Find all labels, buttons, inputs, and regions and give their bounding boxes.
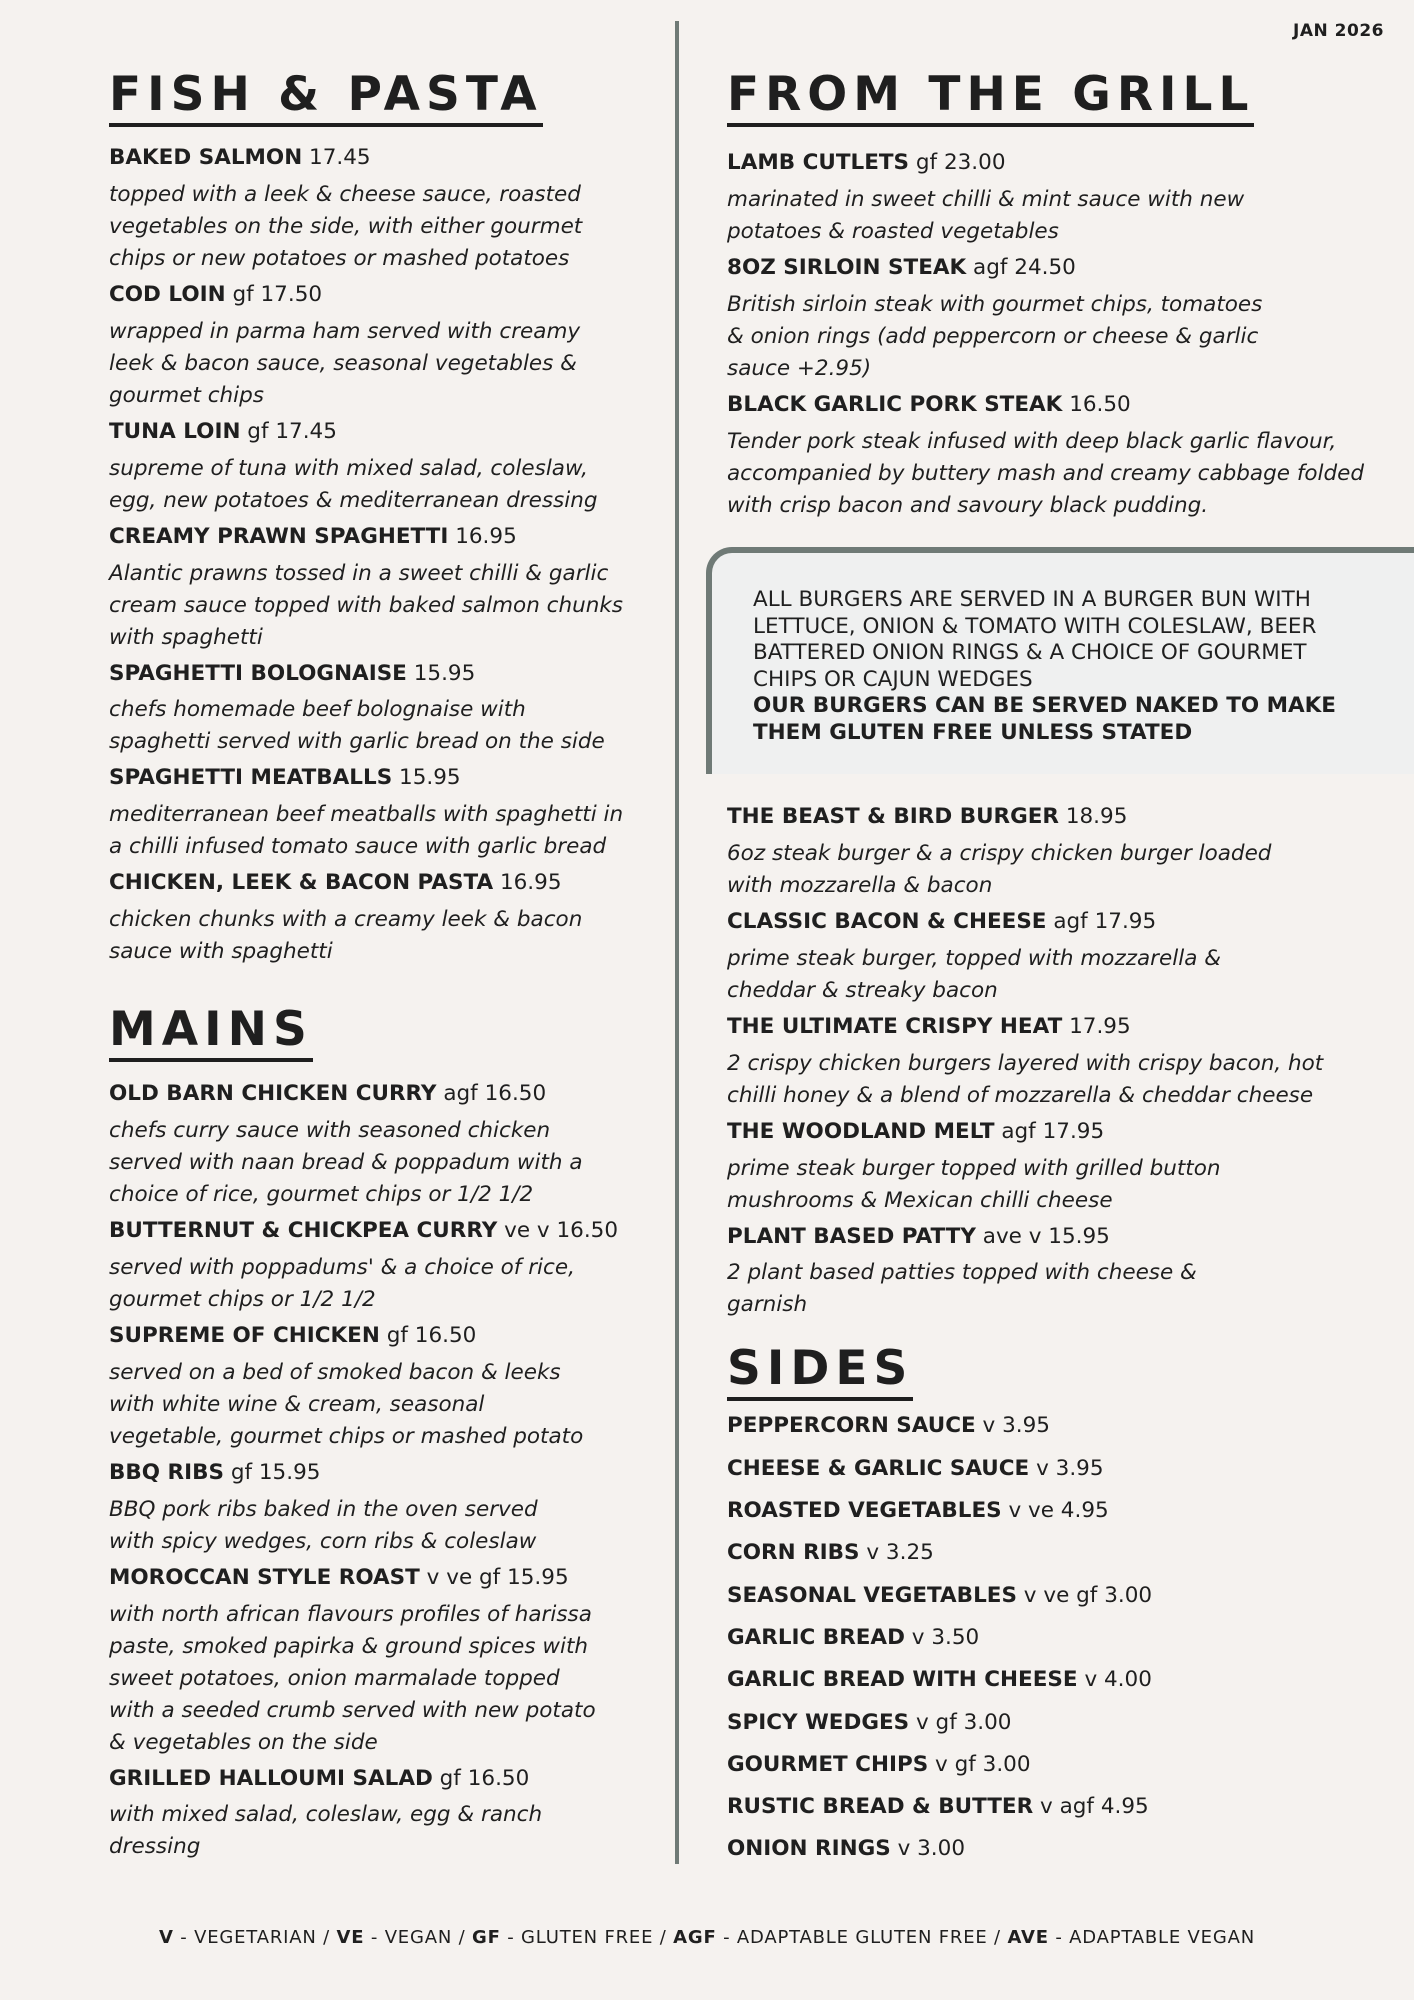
- side-item-price: v 3.95: [982, 1413, 1050, 1439]
- burger-gluten-line: THEM GLUTEN FREE UNLESS STATED: [753, 719, 1193, 745]
- side-item: [727, 1448, 1395, 1490]
- menu-item-description: [727, 1153, 1395, 1217]
- menu-item-description-line: sweet potatoes, onion marmalade topped: [109, 1665, 560, 1691]
- menu-item-price: 16.50: [467, 1765, 530, 1791]
- menu-item: [109, 145, 654, 275]
- menu-item: [727, 150, 1395, 248]
- menu-item-dietary-tags: gf: [230, 1459, 253, 1485]
- menu-item-description-line: with north african flavours profiles of harissa: [109, 1601, 592, 1627]
- menu-item-description-line: chefs curry sauce with seasoned chicken: [109, 1118, 551, 1144]
- menu-item-heading: [727, 804, 1395, 831]
- side-item-price: v 3.95: [1036, 1455, 1104, 1481]
- menu-item-heading: [109, 524, 654, 551]
- menu-item-heading: [109, 870, 654, 897]
- side-item-price: v gf 3.00: [935, 1751, 1031, 1777]
- menu-item-heading: [727, 255, 1395, 282]
- side-item-price: v 4.00: [1084, 1667, 1152, 1693]
- burger-info-line: CHIPS OR CAJUN WEDGES: [753, 666, 1033, 692]
- menu-item-description-line: prime steak burger topped with grilled button: [727, 1155, 1221, 1181]
- menu-item-description-line: cheddar & streaky bacon: [727, 977, 998, 1003]
- legend-code: GF: [472, 1927, 501, 1948]
- menu-item-name: THE BEAST & BIRD BURGER: [727, 804, 1059, 829]
- menu-item-description-line: prime steak burger, topped with mozzarella &: [727, 945, 1221, 971]
- menu-item-description-line: sauce with spaghetti: [109, 939, 333, 965]
- menu-item-description: [109, 1357, 654, 1453]
- menu-item: [109, 419, 654, 517]
- menu-item-heading: [109, 1218, 654, 1245]
- menu-item-description: [727, 289, 1395, 385]
- menu-item-description-line: 2 crispy chicken burgers layered with crispy bacon, hot: [727, 1050, 1324, 1076]
- menu-item-price: 16.50: [414, 1322, 477, 1348]
- side-item: [727, 1617, 1395, 1659]
- side-item-price: v ve 4.95: [1008, 1498, 1109, 1524]
- dietary-legend: [0, 1927, 1414, 1948]
- side-item: [727, 1405, 1395, 1447]
- side-item: [727, 1744, 1395, 1786]
- menu-item-price: 18.95: [1065, 804, 1128, 829]
- side-item-name: GOURMET CHIPS: [727, 1751, 929, 1777]
- menu-item-description-line: 6oz steak burger & a crispy chicken burger loaded: [727, 840, 1272, 866]
- menu-item-heading: [727, 1014, 1395, 1041]
- menu-item-name: BUTTERNUT & CHICKPEA CURRY: [109, 1218, 498, 1244]
- menu-item-description: [109, 799, 654, 863]
- menu-item-price: 17.45: [309, 145, 371, 171]
- menu-item-description-line: supreme of tuna with mixed salad, coleslaw,: [109, 455, 589, 481]
- side-item: [727, 1702, 1395, 1744]
- menu-item-description: [109, 694, 654, 758]
- menu-item-heading: [109, 419, 654, 446]
- side-item-name: ROASTED VEGETABLES: [727, 1498, 1002, 1524]
- menu-item-price: 16.95: [455, 523, 517, 549]
- menu-item-price: 15.95: [1048, 1223, 1110, 1249]
- side-item: [727, 1786, 1395, 1828]
- menu-item: [727, 1119, 1395, 1217]
- menu-item-description-line: served on a bed of smoked bacon & leeks: [109, 1359, 561, 1385]
- menu-item-price: 17.95: [1069, 1013, 1131, 1039]
- side-item-price: v gf 3.00: [916, 1709, 1012, 1735]
- menu-item-dietary-tags: ve v: [504, 1218, 550, 1244]
- menu-item-dietary-tags: gf: [247, 418, 269, 444]
- menu-item-description-line: gourmet chips: [109, 382, 264, 408]
- menu-item: [727, 804, 1395, 902]
- menu-item: [109, 1323, 654, 1453]
- menu-item-description-line: mushrooms & Mexican chilli cheese: [727, 1187, 1113, 1213]
- side-item-name: GARLIC BREAD: [727, 1624, 905, 1650]
- menu-item-description: [727, 184, 1395, 248]
- side-item-name: GARLIC BREAD WITH CHEESE: [727, 1667, 1078, 1693]
- menu-item: [109, 1460, 654, 1558]
- left-column: [109, 68, 654, 1870]
- menu-item-name: SUPREME OF CHICKEN: [109, 1322, 380, 1348]
- menu-item-name: BLACK GARLIC PORK STEAK: [727, 391, 1063, 417]
- menu-item-description-line: chilli honey & a blend of mozzarella & cheddar cheese: [727, 1082, 1314, 1108]
- menu-item-heading: [109, 1565, 654, 1592]
- menu-item-description-line: Tender pork steak infused with deep black garlic flavour,: [727, 428, 1337, 454]
- menu-item-price: 15.95: [507, 1564, 569, 1590]
- menu-item-description: [109, 453, 654, 517]
- menu-item-description-line: chips or new potatoes or mashed potatoes: [109, 245, 570, 271]
- mains-list: [109, 1081, 654, 1863]
- section-title-sides: SIDES: [727, 1342, 913, 1401]
- burger-info-line: ALL BURGERS ARE SERVED IN A BURGER BUN WITH: [753, 587, 1311, 612]
- side-item-price: v ve gf 3.00: [1023, 1582, 1153, 1608]
- grill-list: [727, 150, 1395, 522]
- menu-item: [727, 1224, 1395, 1322]
- side-item-name: SPICY WEDGES: [727, 1709, 910, 1735]
- menu-item-dietary-tags: gf: [386, 1322, 408, 1348]
- menu-item-heading: [109, 1766, 654, 1793]
- menu-item: [727, 255, 1395, 385]
- menu-item-description-line: potatoes & roasted vegetables: [727, 218, 1059, 244]
- menu-item-name: CLASSIC BACON & CHEESE: [727, 908, 1047, 934]
- burger-info-line: BATTERED ONION RINGS & A CHOICE OF GOURMET: [753, 640, 1307, 665]
- menu-item-name: THE ULTIMATE CRISPY HEAT: [727, 1013, 1063, 1039]
- menu-item-description-line: vegetables on the side, with either gourmet: [109, 213, 583, 239]
- menu-item-description: [109, 1799, 654, 1863]
- menu-item-description-line: wrapped in parma ham served with creamy: [109, 318, 581, 344]
- right-column: [727, 68, 1395, 529]
- menu-item-dietary-tags: ave v: [982, 1223, 1042, 1249]
- menu-item-description-line: with crisp bacon and savoury black pudding.: [727, 492, 1209, 518]
- menu-item-heading: [727, 1119, 1395, 1146]
- menu-item: [727, 1014, 1395, 1112]
- side-item-name: ONION RINGS: [727, 1836, 891, 1862]
- legend-code: AGF: [673, 1927, 717, 1948]
- menu-item-heading: [109, 145, 654, 172]
- menu-item-heading: [727, 909, 1395, 936]
- menu-item-description: [727, 1048, 1395, 1112]
- menu-item: [109, 1766, 654, 1864]
- menu-item-heading: [727, 150, 1395, 177]
- side-item: [727, 1575, 1395, 1617]
- menu-item-description-line: with mozzarella & bacon: [727, 872, 993, 898]
- menu-item-name: SPAGHETTI MEATBALLS: [109, 765, 393, 791]
- menu-item-name: CHICKEN, LEEK & BACON PASTA: [109, 870, 494, 896]
- menu-item: [109, 765, 654, 863]
- menu-item-description-line: garnish: [727, 1292, 808, 1318]
- menu-item-name: 8OZ SIRLOIN STEAK: [727, 254, 967, 280]
- menu-item-description-line: Alantic prawns tossed in a sweet chilli & garlic: [109, 560, 609, 586]
- menu-item-heading: [109, 282, 654, 309]
- side-item-name: SEASONAL VEGETABLES: [727, 1582, 1017, 1608]
- menu-item-price: 15.95: [399, 765, 461, 791]
- menu-item-heading: [109, 661, 654, 688]
- side-item: [727, 1828, 1395, 1870]
- menu-item-name: TUNA LOIN: [109, 418, 241, 444]
- side-item-price: v agf 4.95: [1040, 1794, 1149, 1820]
- burger-info-text: [753, 587, 1384, 693]
- menu-item-dietary-tags: agf: [973, 254, 1008, 280]
- menu-item-description-line: with spaghetti: [109, 624, 263, 650]
- menu-item-price: 17.50: [260, 281, 323, 307]
- burger-info-box: [706, 547, 1414, 774]
- menu-item-description: [109, 316, 654, 412]
- menu-item-description-line: served with poppadums' & a choice of rice,: [109, 1254, 575, 1280]
- menu-item-description-line: served with naan bread & poppadum with a: [109, 1150, 583, 1176]
- section-title-mains: MAINS: [109, 1003, 313, 1062]
- menu-item-description: [727, 838, 1395, 902]
- section-title-fish-pasta: FISH & PASTA: [109, 68, 543, 127]
- menu-item-description: [109, 904, 654, 968]
- menu-item-description-line: dressing: [109, 1834, 201, 1860]
- menu-item-price: 15.95: [258, 1459, 321, 1485]
- sides-list: [727, 1405, 1395, 1870]
- legend-meaning: - VEGAN /: [364, 1927, 473, 1948]
- side-item-name: RUSTIC BREAD & BUTTER: [727, 1794, 1034, 1820]
- menu-item-name: SPAGHETTI BOLOGNAISE: [109, 660, 407, 686]
- menu-item-description-line: & vegetables on the side: [109, 1729, 378, 1755]
- legend-code: AVE: [1007, 1927, 1049, 1948]
- menu-item-description-line: British sirloin steak with gourmet chips, tomatoes: [727, 291, 1263, 317]
- menu-item: [109, 524, 654, 654]
- menu-item-dietary-tags: agf: [1053, 908, 1088, 934]
- menu-item-description: [109, 1599, 654, 1759]
- menu-item-name: THE WOODLAND MELT: [727, 1118, 995, 1144]
- side-item-name: CORN RIBS: [727, 1540, 860, 1566]
- menu-item-name: PLANT BASED PATTY: [727, 1223, 976, 1249]
- legend-code: V: [159, 1927, 174, 1948]
- menu-item-heading: [109, 1460, 654, 1487]
- burger-info-gluten-note: [753, 693, 1384, 746]
- menu-item-name: BAKED SALMON: [109, 145, 303, 171]
- menu-item-price: 16.95: [499, 870, 562, 896]
- section-title-grill: FROM THE GRILL: [727, 68, 1254, 127]
- menu-item-description-line: leek & bacon sauce, seasonal vegetables &: [109, 350, 577, 376]
- menu-item-name: MOROCCAN STYLE ROAST: [109, 1564, 420, 1590]
- menu-item: [109, 661, 654, 759]
- side-item: [727, 1659, 1395, 1701]
- menu-item-dietary-tags: gf: [232, 281, 254, 307]
- menu-item-description: [109, 1252, 654, 1316]
- menu-item-description-line: vegetable, gourmet chips or mashed potato: [109, 1423, 584, 1449]
- menu-item-dietary-tags: agf: [1001, 1118, 1036, 1144]
- menu-item-heading: [109, 765, 654, 792]
- menu-item-description-line: sauce +2.95): [727, 355, 872, 381]
- menu-item: [727, 392, 1395, 522]
- menu-item-description-line: chicken chunks with a creamy leek & bacon: [109, 907, 583, 933]
- legend-meaning: - VEGETARIAN /: [173, 1927, 337, 1948]
- menu-item-name: GRILLED HALLOUMI SALAD: [109, 1765, 433, 1791]
- menu-item-price: 16.50: [556, 1218, 619, 1244]
- menu-item-dietary-tags: gf: [915, 150, 938, 176]
- menu-item-description: [109, 1115, 654, 1211]
- menu-item-heading: [109, 1081, 654, 1108]
- menu-item-price: 16.50: [1069, 391, 1131, 417]
- legend-meaning: - ADAPTABLE VEGAN: [1048, 1927, 1255, 1948]
- menu-item-name: COD LOIN: [109, 281, 226, 307]
- menu-item-name: OLD BARN CHICKEN CURRY: [109, 1081, 437, 1107]
- menu-item-description-line: 2 plant based patties topped with cheese &: [727, 1260, 1197, 1286]
- menu-item-heading: [727, 1224, 1395, 1251]
- burgers-column: [727, 804, 1395, 1871]
- menu-item-description-line: & onion rings (add peppercorn or cheese & garlic: [727, 323, 1259, 349]
- menu-item: [109, 870, 654, 968]
- legend-meaning: - ADAPTABLE GLUTEN FREE /: [716, 1927, 1008, 1948]
- menu-item-description-line: a chilli infused tomato sauce with garlic bread: [109, 834, 607, 860]
- menu-item-description: [727, 1257, 1395, 1321]
- menu-item: [109, 282, 654, 412]
- menu-item-description-line: BBQ pork ribs baked in the oven served: [109, 1496, 538, 1522]
- burger-gluten-line: OUR BURGERS CAN BE SERVED NAKED TO MAKE: [753, 693, 1336, 718]
- menu-item-name: BBQ RIBS: [109, 1459, 224, 1485]
- menu-item-price: 17.95: [1042, 1118, 1105, 1144]
- menu-item-description: [109, 179, 654, 275]
- menu-item-description-line: with white wine & cream, seasonal: [109, 1391, 485, 1417]
- menu-item-dietary-tags: v ve gf: [426, 1564, 501, 1590]
- menu-item-price: 15.95: [413, 660, 476, 686]
- menu-item-description-line: choice of rice, gourmet chips or 1/2 1/2: [109, 1182, 534, 1208]
- menu-item-price: 17.45: [275, 418, 337, 444]
- menu-item-dietary-tags: agf: [443, 1081, 478, 1107]
- menu-item-price: 24.50: [1014, 254, 1076, 280]
- menu-item-heading: [109, 1323, 654, 1350]
- menu-item-description: [727, 943, 1395, 1007]
- menu-date: JAN 2026: [1293, 21, 1384, 41]
- menu-item-price: 23.00: [943, 150, 1006, 176]
- side-item-price: v 3.00: [897, 1836, 965, 1862]
- menu-item-description-line: with mixed salad, coleslaw, egg & ranch: [109, 1802, 543, 1828]
- menu-item-description: [727, 426, 1395, 522]
- burger-info-line: LETTUCE, ONION & TOMATO WITH COLESLAW, BEER: [753, 613, 1317, 639]
- legend-meaning: - GLUTEN FREE /: [500, 1927, 674, 1948]
- menu-item-description-line: accompanied by buttery mash and creamy cabbage folded: [727, 460, 1365, 486]
- menu-item-dietary-tags: gf: [439, 1765, 461, 1791]
- menu-item-name: CREAMY PRAWN SPAGHETTI: [109, 523, 449, 549]
- menu-item-description-line: spaghetti served with garlic bread on the side: [109, 729, 605, 755]
- side-item: [727, 1490, 1395, 1532]
- menu-item-name: LAMB CUTLETS: [727, 150, 910, 176]
- menu-item-description-line: paste, smoked papirka & ground spices with: [109, 1633, 589, 1659]
- side-item-name: PEPPERCORN SAUCE: [727, 1413, 976, 1439]
- menu-item-description-line: topped with a leek & cheese sauce, roasted: [109, 181, 581, 207]
- menu-item-description-line: chefs homemade beef bolognaise with: [109, 697, 526, 723]
- side-item-price: v 3.50: [911, 1624, 980, 1650]
- menu-item-heading: [727, 392, 1395, 419]
- menu-item: [109, 1081, 654, 1211]
- menu-item-description-line: gourmet chips or 1/2 1/2: [109, 1286, 376, 1312]
- menu-item-description-line: egg, new potatoes & mediterranean dressing: [109, 487, 598, 513]
- side-item-name: CHEESE & GARLIC SAUCE: [727, 1455, 1030, 1481]
- side-item: [727, 1532, 1395, 1574]
- menu-item-description: [109, 1494, 654, 1558]
- fish-pasta-list: [109, 145, 654, 968]
- menu-item-description-line: with a seeded crumb served with new potato: [109, 1697, 596, 1723]
- menu-item: [109, 1565, 654, 1759]
- legend-code: VE: [336, 1927, 365, 1948]
- side-item-price: v 3.25: [866, 1540, 934, 1566]
- column-divider: [675, 21, 679, 1864]
- burger-list: [727, 804, 1395, 1321]
- menu-item-description-line: mediterranean beef meatballs with spaghetti in: [109, 802, 624, 828]
- menu-item: [727, 909, 1395, 1007]
- menu-item-price: 16.50: [484, 1081, 547, 1107]
- menu-item-description-line: with spicy wedges, corn ribs & coleslaw: [109, 1528, 537, 1554]
- menu-item-description-line: marinated in sweet chilli & mint sauce with new: [727, 186, 1245, 212]
- menu-item-description: [109, 558, 654, 654]
- menu-item-description-line: cream sauce topped with baked salmon chunks: [109, 592, 624, 618]
- menu-item: [109, 1218, 654, 1316]
- menu-item-price: 17.95: [1094, 908, 1157, 934]
